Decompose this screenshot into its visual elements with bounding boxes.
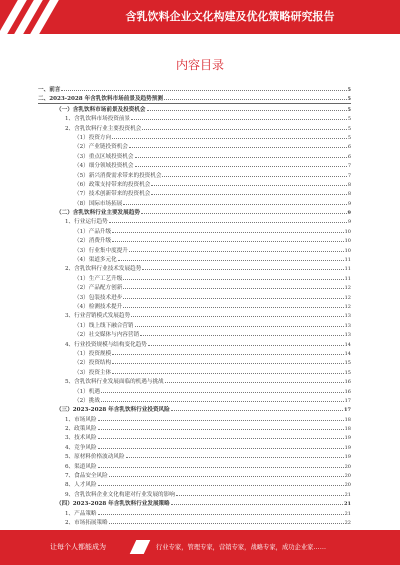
toc-entry[interactable]	[38, 320, 351, 329]
toc-page-number: 16	[344, 388, 351, 395]
toc-page-number: 21	[344, 501, 351, 508]
toc-leader-dots	[98, 461, 344, 468]
toc-entry[interactable]	[38, 245, 351, 254]
toc-leader-dots	[135, 151, 347, 158]
toc-leader-dots	[129, 245, 344, 252]
toc-entry-text: （四）2023-2028 年含乳饮料行业发展策略	[56, 501, 170, 508]
toc-entry[interactable]	[38, 235, 351, 244]
toc-page-number: 5	[347, 116, 351, 123]
toc-page-number: 8	[347, 181, 351, 188]
toc-entry[interactable]	[38, 93, 351, 103]
toc-entry[interactable]	[38, 207, 351, 216]
toc-entry[interactable]	[38, 376, 351, 385]
toc-entry-text: 1、市场风险	[65, 416, 97, 423]
toc-entry-text: （2）投资结构	[74, 360, 112, 367]
toc-page-number: 18	[344, 416, 351, 423]
toc-page-number: 10	[344, 247, 351, 254]
toc-entry-text: 8、人才风险	[65, 482, 97, 489]
toc-entry[interactable]	[38, 432, 351, 441]
toc-entry-text: （二）含乳饮料行业主要发展趋势	[56, 210, 140, 217]
toc-leader-dots	[123, 273, 343, 280]
toc-entry-text: （2）挑战	[74, 397, 100, 404]
toc-entry-text: （3）包装技术进步	[74, 294, 123, 301]
toc-entry[interactable]	[38, 470, 351, 479]
toc-page-number: 6	[347, 144, 351, 151]
toc-entry[interactable]	[38, 292, 351, 301]
toc-entry[interactable]	[38, 329, 351, 338]
toc-page-number: 13	[344, 313, 351, 320]
toc-leader-dots	[109, 216, 347, 223]
toc-page-number: 12	[344, 285, 351, 292]
toc-entry[interactable]	[38, 414, 351, 423]
toc-entry-text: 2、政策风险	[65, 426, 97, 433]
bottom-banner	[0, 530, 400, 565]
toc-leader-dots	[61, 84, 346, 91]
toc-page-number: 13	[344, 332, 351, 339]
toc-leader-dots	[135, 160, 347, 167]
toc-page-number: 11	[344, 266, 351, 273]
toc-leader-dots	[141, 207, 347, 214]
toc-entry-text: 1、行业运行趋势	[65, 219, 108, 226]
toc-leader-dots	[112, 367, 344, 374]
toc-entry[interactable]	[38, 339, 351, 348]
toc-leader-dots	[142, 263, 343, 270]
toc-page-number: 17	[344, 397, 351, 404]
toc-leader-dots	[98, 442, 344, 449]
toc-entry-text: （2）产品配方创新	[74, 285, 123, 292]
toc-entry[interactable]	[38, 160, 351, 169]
toc-entry-text: （2）产业链投资机会	[74, 144, 128, 151]
toc-page-number: 19	[344, 454, 351, 461]
toc-leader-dots	[140, 329, 344, 336]
toc-page-number: 20	[344, 463, 351, 470]
toc-page-number: 7	[347, 163, 351, 170]
toc-entry-text: 一、前言	[38, 87, 61, 93]
toc-entry-text: （3）投资主体	[74, 369, 112, 376]
toc-entry-text: 3、行业营销模式发展趋势	[65, 313, 131, 320]
toc-entry[interactable]	[38, 84, 351, 93]
toc-entry[interactable]	[38, 367, 351, 376]
toc-entry-text: （3）行业集中度提升	[74, 247, 128, 254]
toc-title: 内容目录	[175, 58, 224, 72]
toc-entry[interactable]	[38, 282, 351, 291]
toc-entry-text: 2、市场拓展策略	[65, 519, 108, 526]
toc-leader-dots	[112, 235, 344, 242]
toc-page-number: 20	[344, 473, 351, 480]
report-title: 含乳饮料企业文化构建及优化策略研究报告	[125, 10, 335, 23]
toc-leader-dots	[98, 414, 344, 421]
toc-page-number: 10	[344, 228, 351, 235]
toc-entry[interactable]	[38, 498, 351, 507]
toc-entry-text: （4）渠道多元化	[74, 257, 117, 264]
toc-leader-dots	[176, 489, 344, 496]
toc-leader-dots	[148, 339, 344, 346]
toc-entry-text: 1、含乳饮料市场投资前景	[65, 116, 131, 123]
toc-leader-dots	[112, 348, 344, 355]
table-of-contents	[38, 84, 351, 526]
toc-leader-dots	[123, 198, 347, 205]
toc-leader-dots	[109, 470, 344, 477]
toc-leader-dots	[98, 432, 344, 439]
toc-page-number: 9	[347, 200, 351, 207]
toc-entry[interactable]	[38, 132, 351, 141]
toc-entry-text: 4、竞争风险	[65, 444, 97, 451]
toc-page-number: 11	[344, 275, 351, 282]
footer-slogan-right: 行业专家，管理专家，营销专家，战略专家，成功企业家……	[156, 544, 327, 551]
toc-leader-dots	[112, 226, 344, 233]
footer-slogan-left: 让每个人都能成为	[50, 543, 106, 551]
toc-leader-dots	[131, 113, 347, 120]
toc-entry-text: 5、原材料价格波动风险	[65, 454, 125, 461]
toc-leader-dots	[101, 395, 344, 402]
toc-entry[interactable]	[38, 489, 351, 498]
toc-page-number: 7	[347, 172, 351, 179]
toc-entry[interactable]	[38, 442, 351, 451]
toc-entry-text: （1）生产工艺升级	[74, 275, 123, 282]
toc-page-number: 19	[344, 435, 351, 442]
toc-entry[interactable]	[38, 179, 351, 188]
toc-page-number: 10	[344, 238, 351, 245]
toc-page-number: 5	[347, 125, 351, 132]
toc-entry-text: 2、含乳饮料行业技术发展趋势	[65, 266, 142, 273]
toc-leader-dots	[151, 188, 347, 195]
toc-page-number: 5	[347, 87, 351, 93]
toc-leader-dots	[123, 292, 343, 299]
toc-leader-dots	[123, 301, 343, 308]
toc-leader-dots	[98, 479, 344, 486]
toc-entry-text: 2、含乳饮料行业主要投资机会	[65, 125, 142, 132]
toc-leader-dots	[164, 93, 347, 100]
toc-entry[interactable]	[38, 216, 351, 225]
toc-entry-text: 1、产品策略	[65, 510, 97, 517]
toc-page-number: 15	[344, 360, 351, 367]
toc-entry[interactable]	[38, 395, 351, 404]
toc-page-number: 19	[344, 444, 351, 451]
toc-entry[interactable]	[38, 508, 351, 517]
toc-entry[interactable]	[38, 198, 351, 207]
toc-entry-text: （一）含乳饮料市场前景及投资机会	[56, 106, 146, 113]
toc-leader-dots	[118, 254, 344, 261]
toc-entry[interactable]	[38, 357, 351, 366]
toc-page-number: 12	[344, 294, 351, 301]
toc-entry-text: 4、行业投资规模与结构变化趋势	[65, 341, 147, 348]
toc-entry[interactable]	[38, 348, 351, 357]
toc-entry-text: （4）检测技术提升	[74, 303, 123, 310]
toc-page-number: 8	[347, 191, 351, 198]
toc-leader-dots	[101, 386, 344, 393]
toc-entry-text: （4）细分领域投资机会	[74, 163, 134, 170]
toc-entry-text: 5、含乳饮料行业发展面临的机遇与挑战	[65, 379, 164, 386]
toc-entry-text: （1）产品升级	[74, 228, 112, 235]
toc-page-number: 14	[344, 350, 351, 357]
toc-page-number: 9	[347, 219, 351, 226]
toc-leader-dots	[126, 451, 344, 458]
toc-page-number: 13	[344, 322, 351, 329]
toc-entry[interactable]	[38, 517, 351, 526]
toc-entry[interactable]	[38, 188, 351, 197]
toc-entry[interactable]	[38, 273, 351, 282]
toc-leader-dots	[129, 141, 347, 148]
toc-entry-text: 二、2023-2028 年含乳饮料市场前景及趋势预测	[38, 96, 163, 103]
toc-entry-text: （三）2023-2028 年含乳饮料行业投资风险	[56, 407, 170, 414]
toc-entry[interactable]	[38, 461, 351, 470]
toc-page-number: 5	[347, 106, 351, 113]
toc-page-number: 16	[344, 379, 351, 386]
toc-page-number: 18	[344, 426, 351, 433]
toc-entry-text: 9、含乳饮料企业文化构建对行业发展的影响	[65, 491, 175, 498]
toc-leader-dots	[131, 310, 344, 317]
toc-entry-text: 7、食品安全风险	[65, 473, 108, 480]
toc-entry[interactable]	[38, 404, 351, 413]
toc-leader-dots	[112, 357, 344, 364]
toc-leader-dots	[98, 508, 344, 515]
toc-page-number: 21	[344, 510, 351, 517]
toc-page-number: 17	[344, 407, 351, 414]
toc-entry[interactable]	[38, 263, 351, 272]
toc-entry-text: 6、渠道风险	[65, 463, 97, 470]
toc-page-number: 5	[347, 96, 351, 103]
toc-entry[interactable]	[38, 310, 351, 319]
toc-entry-text: （2）消费升级	[74, 238, 112, 245]
toc-entry[interactable]	[38, 104, 351, 113]
toc-leader-dots	[98, 423, 344, 430]
footer-separator	[130, 540, 151, 554]
toc-leader-dots	[151, 179, 347, 186]
toc-entry[interactable]	[38, 226, 351, 235]
toc-entry-text: （6）政策支持带来的投资机会	[74, 181, 151, 188]
toc-page-number: 11	[344, 257, 351, 264]
toc-page-number: 12	[344, 303, 351, 310]
toc-entry[interactable]	[38, 254, 351, 263]
toc-leader-dots	[147, 104, 347, 111]
toc-page-number: 21	[344, 491, 351, 498]
top-banner	[0, 0, 400, 34]
toc-leader-dots	[171, 498, 343, 505]
toc-entry[interactable]	[38, 123, 351, 132]
toc-page-number: 20	[344, 482, 351, 489]
toc-entry-text: （1）投资方向	[74, 134, 112, 141]
toc-entry-text: （7）技术创新带来的投资机会	[74, 191, 151, 198]
toc-entry-text: （8）国际市场拓展	[74, 200, 123, 207]
toc-entry-text: （1）投资规模	[74, 350, 112, 357]
toc-entry[interactable]	[38, 423, 351, 432]
toc-leader-dots	[109, 517, 344, 524]
toc-entry-text: （1）机遇	[74, 388, 100, 395]
toc-entry-text: （5）新兴消费需求带来的投资机会	[74, 172, 162, 179]
toc-page-number: 14	[344, 341, 351, 348]
toc-entry[interactable]	[38, 170, 351, 179]
toc-entry-text: （1）线上线下融合营销	[74, 322, 134, 329]
toc-leader-dots	[123, 282, 343, 289]
toc-entry-text: （3）重点区域投资机会	[74, 153, 134, 160]
toc-leader-dots	[171, 404, 343, 411]
toc-leader-dots	[162, 170, 346, 177]
toc-entry[interactable]	[38, 151, 351, 160]
toc-leader-dots	[165, 376, 344, 383]
toc-leader-dots	[142, 123, 347, 130]
toc-page-number: 15	[344, 369, 351, 376]
toc-entry-text: 3、技术风险	[65, 435, 97, 442]
toc-leader-dots	[135, 320, 344, 327]
toc-page-number: 6	[347, 153, 351, 160]
toc-entry-text: （2）社交媒体与内容营销	[74, 332, 140, 339]
toc-leader-dots	[112, 132, 347, 139]
toc-entry[interactable]	[38, 113, 351, 122]
toc-entry[interactable]	[38, 141, 351, 150]
toc-entry[interactable]	[38, 301, 351, 310]
toc-entry[interactable]	[38, 479, 351, 488]
toc-page-number: 22	[344, 519, 351, 526]
toc-page-number: 9	[347, 210, 351, 217]
toc-entry[interactable]	[38, 386, 351, 395]
toc-entry[interactable]	[38, 451, 351, 460]
toc-page-number: 5	[347, 134, 351, 141]
